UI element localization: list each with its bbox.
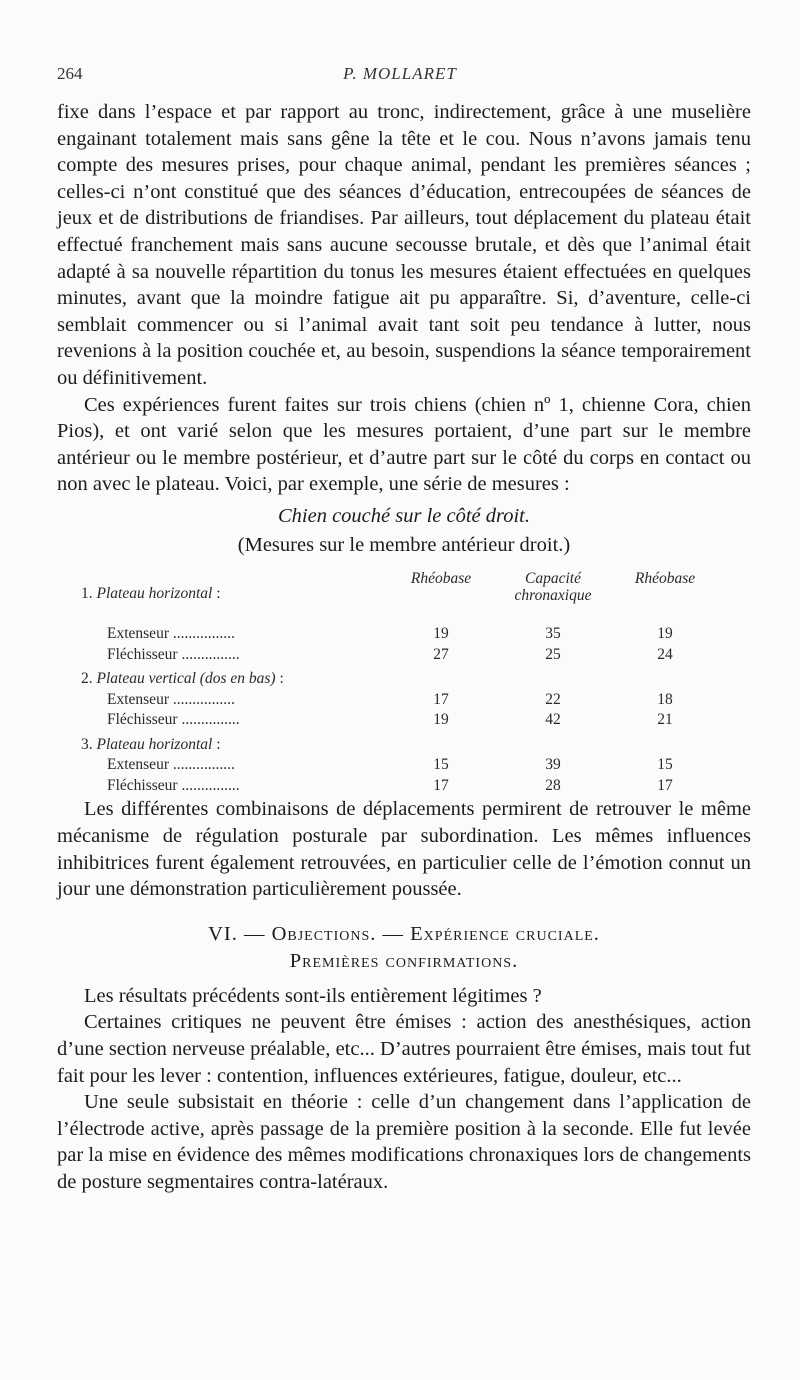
measurement-table	[81, 570, 721, 797]
cell-value: 15	[433, 756, 449, 774]
group-title: 1. Plateau horizontal :	[81, 584, 221, 602]
cell-value: 19	[657, 625, 673, 643]
row-label: Fléchisseur ...............	[107, 711, 240, 729]
group-title-row	[81, 604, 721, 625]
col-header-capacite: Capacité chronaxique	[514, 569, 592, 604]
cell-value: 17	[433, 776, 449, 794]
group-title: 3. Plateau horizontal :	[81, 735, 221, 753]
cell-value: 15	[657, 756, 673, 774]
table-row	[81, 690, 721, 711]
cell-value: 42	[545, 711, 561, 729]
cell-value: 28	[545, 776, 561, 794]
cell-value: 19	[433, 625, 449, 643]
col-header-rheobase-1: Rhéobase	[410, 569, 472, 587]
row-label: Fléchisseur ...............	[107, 645, 240, 663]
running-header	[57, 64, 743, 88]
section-heading	[57, 921, 751, 975]
cell-value: 19	[433, 711, 449, 729]
paragraph-electrode: Une seule subsistait en théorie : celle d’un changement dans l’application de l’électrode active, après passage de la première position à la seconde. Elle fut levée par la mise en évidence des mêmes modifications chronaxiques lors de changements de posture segmentaires contra-latéraux.	[57, 1091, 751, 1193]
cell-value: 21	[657, 711, 673, 729]
table-row	[81, 645, 721, 666]
row-label: Extenseur ................	[107, 690, 235, 708]
cell-value: 18	[657, 690, 673, 708]
cell-value: 27	[433, 645, 449, 663]
group-title-row	[81, 735, 721, 756]
cell-value: 22	[545, 690, 561, 708]
section-heading-line2: Premières confirmations.	[289, 949, 519, 972]
cell-value: 17	[657, 776, 673, 794]
table-caption-subtitle: (Mesures sur le membre antérieur droit.)	[237, 533, 571, 556]
row-label: Extenseur ................	[107, 756, 235, 774]
cell-value: 24	[657, 645, 673, 663]
section-heading-line1: VI. — Objections. — Expérience cruciale.	[208, 922, 600, 945]
cell-value: 39	[545, 756, 561, 774]
paragraph-combinations: Les différentes combinaisons de déplacements permirent de retrouver le même mécanisme de régulation posturale par subordination. Les mêmes influences inhibitrices furent également retrouvées, en particulier celle de l’émotion connut un jour une démonstration particulièrement poussée.	[57, 798, 751, 901]
body-text	[57, 99, 751, 1196]
cell-value: 25	[545, 645, 561, 663]
row-label: Extenseur ................	[107, 625, 235, 643]
paragraph-question: Les résultats précédents sont-ils entièrement légitimes ?	[84, 984, 542, 1007]
row-label: Fléchisseur ...............	[107, 776, 240, 794]
table-row	[81, 710, 721, 731]
table-caption-title: Chien couché sur le côté droit.	[277, 504, 531, 527]
cell-value: 17	[433, 690, 449, 708]
col-header-rheobase-2: Rhéobase	[634, 569, 696, 587]
paragraph-critiques: Certaines critiques ne peuvent être émises : action des anesthésiques, action d’une section nerveuse préalable, etc... D’autres pourraient être émises, mais tout fut fait pour les lever : contention, influences extérieures, fatigue, douleur, etc...	[57, 1011, 751, 1087]
page-number: 264	[57, 64, 83, 83]
group-title-row	[81, 669, 721, 690]
paragraph-experiments: Ces expériences furent faites sur trois chiens (chien nº 1, chienne Cora, chien Pios), et ont varié selon que les mesures portaient, d’une part sur le membre antérieur ou le membre postérieur, et d’autre part sur le côté du corps en contact ou non avec le plateau. Voici, par exemple, une série de mesures :	[57, 393, 751, 496]
running-author: P. MOLLARET	[343, 64, 457, 83]
table-row	[81, 755, 721, 776]
table-row	[81, 776, 721, 797]
group-title: 2. Plateau vertical (dos en bas) :	[81, 670, 284, 688]
table-row	[81, 624, 721, 645]
cell-value: 35	[545, 625, 561, 643]
paragraph-continuation: fixe dans l’espace et par rapport au tronc, indirectement, grâce à une muselière engainant totalement mais sans gêne la tête et le cou. Nous n’avons jamais tenu compte des mesures prises, pour chaque animal, pendant les premières séances ; celles-ci n’ont constitué que des séances d’éducation, entrecoupées de séances de jeux et de distributions de friandises. Par ailleurs, tout déplacement du plateau était effectué franchement mais sans aucune secousse brutale, et dès que l’animal était adapté à sa nouvelle répartition du tonus les mesures étaient effectuées en quelques minutes, avant que la moindre fatigue ait pu apparaître. Si, d’aventure, celle-ci semblait commencer ou si l’animal avait tant soit peu tendance à lutter, nous revenions à la position couchée et, au besoin, suspendions la séance temporairement ou définitivement.	[57, 101, 751, 389]
